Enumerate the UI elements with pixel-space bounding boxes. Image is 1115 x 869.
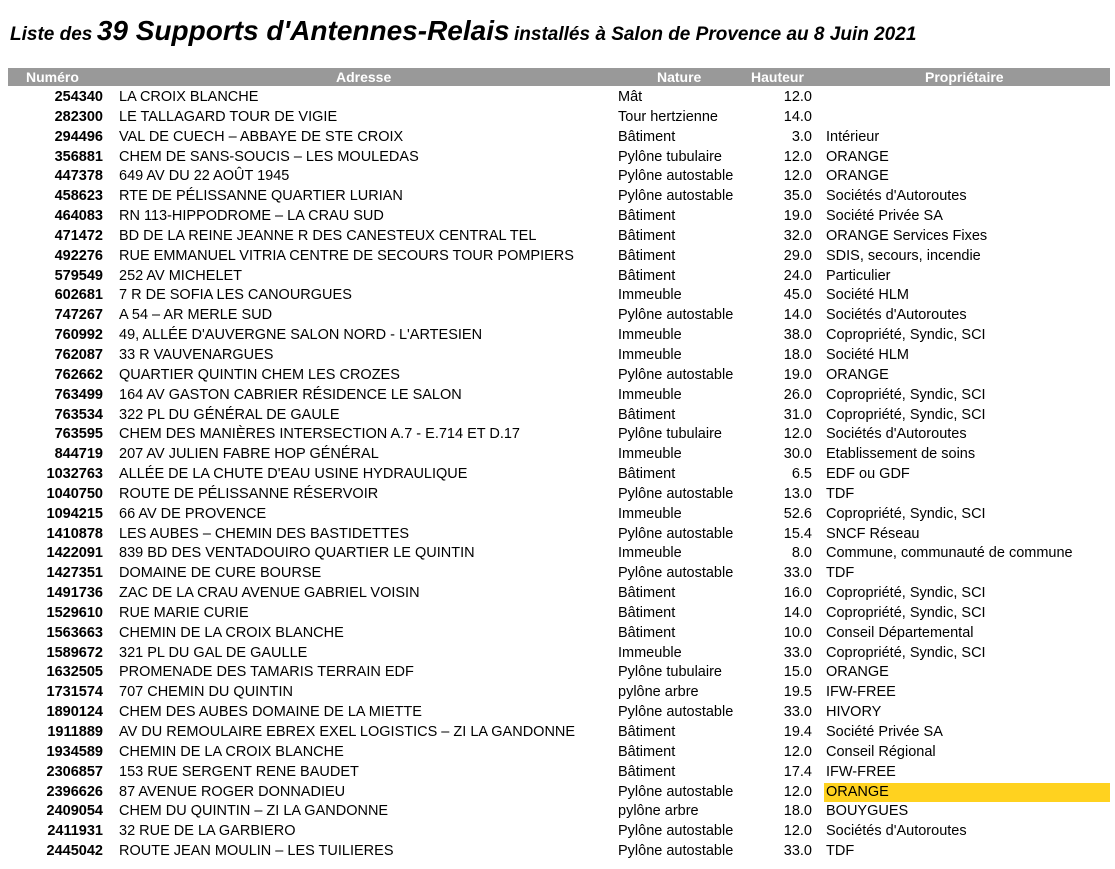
- cell-hauteur: 12.0: [783, 743, 812, 760]
- cell-adresse: 32 RUE DE LA GARBIERO: [119, 823, 296, 840]
- cell-hauteur: 14.0: [783, 307, 812, 324]
- cell-numero: 747267: [54, 307, 103, 324]
- cell-hauteur: 52.6: [783, 505, 812, 522]
- cell-numero: 602681: [54, 287, 103, 304]
- cell-hauteur: 10.0: [783, 624, 812, 641]
- cell-hauteur: 13.0: [783, 485, 812, 502]
- table-row: [0, 525, 1115, 545]
- cell-numero: 2306857: [46, 763, 103, 780]
- title-prefix: Liste des: [10, 24, 93, 45]
- cell-numero: 2409054: [46, 803, 103, 820]
- cell-hauteur: 33.0: [783, 843, 812, 860]
- table-row: [0, 207, 1115, 227]
- cell-hauteur: 30.0: [783, 446, 812, 463]
- cell-adresse: CHEM DES MANIÈRES INTERSECTION A.7 - E.714 ET D.17: [119, 426, 521, 443]
- cell-hauteur: 12.0: [783, 168, 812, 185]
- cell-proprietaire: TDF: [826, 485, 855, 502]
- cell-adresse: QUARTIER QUINTIN CHEM LES CROZES: [119, 366, 400, 383]
- cell-adresse: LES AUBES – CHEMIN DES BASTIDETTES: [119, 525, 410, 542]
- page-title: [10, 14, 916, 53]
- table-row: [0, 167, 1115, 187]
- table-row: [0, 505, 1115, 525]
- cell-proprietaire: Société Privée SA: [826, 208, 943, 225]
- cell-adresse: BD DE LA REINE JEANNE R DES CANESTEUX CENTRAL TEL: [119, 227, 537, 244]
- cell-numero: 282300: [54, 108, 103, 125]
- table-row: [0, 723, 1115, 743]
- cell-nature: Bâtiment: [618, 724, 676, 740]
- cell-proprietaire: Intérieur: [826, 128, 880, 145]
- table-row: [0, 703, 1115, 723]
- cell-nature: Bâtiment: [618, 227, 676, 244]
- cell-nature: Pylône tubulaire: [618, 148, 722, 165]
- cell-nature: Pylône autostable: [618, 783, 734, 800]
- table-row: [0, 406, 1115, 426]
- cell-nature: Bâtiment: [618, 208, 676, 225]
- cell-adresse: RN 113-HIPPODROME – LA CRAU SUD: [119, 208, 384, 225]
- cell-proprietaire: ORANGE: [826, 148, 889, 165]
- cell-numero: 1427351: [46, 565, 103, 582]
- cell-nature: Bâtiment: [618, 624, 676, 641]
- table-row: [0, 564, 1115, 584]
- cell-numero: 1632505: [46, 664, 103, 681]
- cell-nature: Bâtiment: [618, 406, 676, 423]
- cell-proprietaire: Société Privée SA: [826, 724, 943, 740]
- cell-adresse: 87 AVENUE ROGER DONNADIEU: [119, 783, 346, 800]
- cell-hauteur: 19.0: [783, 366, 812, 383]
- cell-numero: 760992: [54, 327, 103, 344]
- cell-hauteur: 18.0: [783, 803, 812, 820]
- cell-proprietaire: SDIS, secours, incendie: [826, 247, 981, 264]
- table-row: [0, 485, 1115, 505]
- column-header-proprietaire: Propriétaire: [925, 69, 1004, 85]
- cell-adresse: VAL DE CUECH – ABBAYE DE STE CROIX: [119, 128, 404, 145]
- table-header: [8, 68, 1110, 86]
- cell-adresse: 49, ALLÉE D'AUVERGNE SALON NORD - L'ARTESIEN: [119, 327, 483, 344]
- table-row: [0, 227, 1115, 247]
- cell-hauteur: 8.0: [791, 545, 812, 562]
- cell-numero: 1094215: [46, 505, 103, 522]
- cell-proprietaire: ORANGE: [826, 664, 889, 681]
- cell-proprietaire: HIVORY: [826, 704, 882, 721]
- cell-proprietaire: Copropriété, Syndic, SCI: [826, 406, 986, 423]
- table-body: [0, 88, 1115, 862]
- cell-hauteur: 33.0: [783, 644, 812, 661]
- cell-numero: 356881: [54, 148, 103, 165]
- cell-nature: Pylône autostable: [618, 188, 734, 205]
- cell-adresse: LA CROIX BLANCHE: [119, 89, 259, 105]
- cell-nature: Pylône autostable: [618, 565, 734, 582]
- cell-adresse: LE TALLAGARD TOUR DE VIGIE: [119, 108, 338, 125]
- cell-proprietaire: Etablissement de soins: [826, 446, 976, 463]
- cell-proprietaire: Société HLM: [826, 346, 910, 363]
- title-suffix: installés à Salon de Provence au 8 Juin 2021: [514, 24, 917, 45]
- cell-adresse: 153 RUE SERGENT RENE BAUDET: [119, 763, 359, 780]
- cell-nature: Immeuble: [618, 346, 682, 363]
- cell-nature: Pylône autostable: [618, 843, 734, 860]
- table-row: [0, 187, 1115, 207]
- cell-proprietaire: Copropriété, Syndic, SCI: [826, 604, 986, 621]
- cell-hauteur: 14.0: [783, 604, 812, 621]
- cell-nature: Bâtiment: [618, 743, 676, 760]
- cell-hauteur: 19.4: [783, 724, 812, 740]
- cell-nature: Immeuble: [618, 446, 682, 463]
- cell-nature: Bâtiment: [618, 604, 676, 621]
- cell-adresse: AV DU REMOULAIRE EBREX EXEL LOGISTICS – ZI LA GANDONNE: [119, 724, 576, 740]
- cell-proprietaire: ORANGE: [826, 168, 889, 185]
- cell-hauteur: 29.0: [783, 247, 812, 264]
- cell-nature: Pylône autostable: [618, 704, 734, 721]
- cell-nature: Immeuble: [618, 386, 682, 403]
- cell-proprietaire: Copropriété, Syndic, SCI: [826, 505, 986, 522]
- cell-numero: 1589672: [46, 644, 103, 661]
- cell-proprietaire: Société HLM: [826, 287, 910, 304]
- cell-nature: Pylône autostable: [618, 168, 734, 185]
- cell-adresse: ZAC DE LA CRAU AVENUE GABRIEL VOISIN: [119, 585, 420, 602]
- cell-adresse: ROUTE DE PÉLISSANNE RÉSERVOIR: [119, 485, 379, 502]
- cell-numero: 1529610: [46, 604, 103, 621]
- cell-hauteur: 19.5: [783, 684, 812, 701]
- cell-numero: 1491736: [46, 585, 103, 602]
- cell-hauteur: 15.4: [783, 525, 812, 542]
- cell-numero: 1934589: [46, 743, 103, 760]
- cell-hauteur: 18.0: [783, 346, 812, 363]
- cell-numero: 492276: [54, 247, 103, 264]
- cell-numero: 294496: [54, 128, 103, 145]
- cell-numero: 1731574: [46, 684, 103, 701]
- cell-numero: 1040750: [46, 485, 103, 502]
- cell-proprietaire: Copropriété, Syndic, SCI: [826, 386, 986, 403]
- table-row: [0, 425, 1115, 445]
- cell-hauteur: 35.0: [783, 188, 812, 205]
- table-row: [0, 763, 1115, 783]
- table-row: [0, 465, 1115, 485]
- cell-adresse: 321 PL DU GAL DE GAULLE: [119, 644, 308, 661]
- cell-hauteur: 12.0: [783, 783, 812, 800]
- cell-proprietaire: TDF: [826, 565, 855, 582]
- cell-hauteur: 16.0: [783, 585, 812, 602]
- cell-numero: 763534: [54, 406, 103, 423]
- cell-hauteur: 3.0: [791, 128, 812, 145]
- cell-proprietaire: Particulier: [826, 267, 891, 284]
- cell-numero: 2396626: [46, 783, 103, 800]
- cell-nature: Bâtiment: [618, 247, 676, 264]
- cell-adresse: ROUTE JEAN MOULIN – LES TUILIERES: [119, 843, 394, 860]
- cell-adresse: CHEMIN DE LA CROIX BLANCHE: [119, 743, 344, 760]
- cell-hauteur: 33.0: [783, 565, 812, 582]
- cell-proprietaire: EDF ou GDF: [826, 466, 910, 483]
- cell-numero: 762087: [54, 346, 103, 363]
- table-row: [0, 842, 1115, 862]
- cell-nature: Pylône autostable: [618, 485, 734, 502]
- cell-adresse: CHEM DES AUBES DOMAINE DE LA MIETTE: [119, 704, 422, 721]
- table-row: [0, 128, 1115, 148]
- cell-numero: 1890124: [46, 704, 103, 721]
- cell-hauteur: 45.0: [783, 287, 812, 304]
- cell-hauteur: 24.0: [783, 267, 812, 284]
- cell-proprietaire: Commune, communauté de commune: [826, 545, 1073, 562]
- title-main: 39 Supports d'Antennes-Relais: [96, 15, 510, 46]
- cell-proprietaire: Sociétés d'Autoroutes: [826, 188, 967, 205]
- cell-adresse: CHEMIN DE LA CROIX BLANCHE: [119, 624, 344, 641]
- cell-numero: 1911889: [47, 724, 103, 740]
- cell-numero: 471472: [54, 227, 103, 244]
- cell-proprietaire: BOUYGUES: [826, 803, 909, 820]
- table-row: [0, 783, 1115, 803]
- cell-nature: Immeuble: [618, 287, 682, 304]
- cell-hauteur: 12.0: [783, 823, 812, 840]
- table-row: [0, 247, 1115, 267]
- cell-adresse: CHEM DU QUINTIN – ZI LA GANDONNE: [119, 803, 389, 820]
- cell-nature: Tour hertzienne: [618, 108, 718, 125]
- cell-adresse: 707 CHEMIN DU QUINTIN: [119, 684, 294, 701]
- cell-nature: Mât: [618, 89, 643, 105]
- cell-numero: 1410878: [46, 525, 103, 542]
- cell-adresse: RTE DE PÉLISSANNE QUARTIER LURIAN: [119, 188, 403, 205]
- cell-numero: 254340: [54, 89, 103, 105]
- cell-proprietaire: ORANGE: [824, 783, 1110, 803]
- table-row: [0, 624, 1115, 644]
- cell-numero: 2445042: [46, 843, 103, 860]
- cell-numero: 763499: [54, 386, 103, 403]
- cell-nature: Bâtiment: [618, 128, 676, 145]
- cell-adresse: PROMENADE DES TAMARIS TERRAIN EDF: [119, 664, 414, 681]
- cell-hauteur: 26.0: [783, 386, 812, 403]
- table-row: [0, 286, 1115, 306]
- cell-adresse: 207 AV JULIEN FABRE HOP GÉNÉRAL: [119, 446, 379, 463]
- cell-hauteur: 19.0: [783, 208, 812, 225]
- cell-numero: 1032763: [46, 466, 103, 483]
- column-header-hauteur: Hauteur: [751, 69, 804, 85]
- column-header-numero: Numéro: [26, 69, 79, 85]
- cell-numero: 579549: [54, 267, 103, 284]
- cell-proprietaire: Copropriété, Syndic, SCI: [826, 327, 986, 344]
- cell-hauteur: 38.0: [783, 327, 812, 344]
- cell-proprietaire: Sociétés d'Autoroutes: [826, 426, 967, 443]
- cell-proprietaire: ORANGE: [826, 366, 889, 383]
- column-header-nature: Nature: [657, 69, 702, 85]
- cell-adresse: 252 AV MICHELET: [119, 267, 243, 284]
- table-row: [0, 743, 1115, 763]
- cell-nature: pylône arbre: [618, 684, 699, 701]
- cell-numero: 844719: [54, 446, 103, 463]
- cell-proprietaire: Copropriété, Syndic, SCI: [826, 644, 986, 661]
- cell-nature: Pylône autostable: [618, 366, 734, 383]
- cell-nature: Bâtiment: [618, 466, 676, 483]
- cell-adresse: 839 BD DES VENTADOUIRO QUARTIER LE QUINTIN: [119, 545, 475, 562]
- cell-nature: Pylône autostable: [618, 525, 734, 542]
- cell-numero: 763595: [54, 426, 103, 443]
- table-row: [0, 108, 1115, 128]
- cell-hauteur: 32.0: [783, 227, 812, 244]
- cell-numero: 762662: [54, 366, 103, 383]
- cell-proprietaire: Conseil Départemental: [826, 624, 974, 641]
- cell-proprietaire: TDF: [826, 843, 855, 860]
- table-row: [0, 644, 1115, 664]
- cell-adresse: 322 PL DU GÉNÉRAL DE GAULE: [119, 406, 340, 423]
- cell-adresse: DOMAINE DE CURE BOURSE: [119, 565, 322, 582]
- cell-nature: Immeuble: [618, 327, 682, 344]
- cell-numero: 447378: [54, 168, 103, 185]
- cell-hauteur: 6.5: [791, 466, 812, 483]
- cell-hauteur: 12.0: [783, 89, 812, 105]
- cell-adresse: CHEM DE SANS-SOUCIS – LES MOULEDAS: [119, 148, 419, 165]
- cell-proprietaire: Sociétés d'Autoroutes: [826, 823, 967, 840]
- table-row: [0, 683, 1115, 703]
- cell-hauteur: 14.0: [783, 108, 812, 125]
- cell-nature: Immeuble: [618, 545, 682, 562]
- cell-numero: 1422091: [46, 545, 103, 562]
- cell-nature: Bâtiment: [618, 763, 676, 780]
- table-row: [0, 802, 1115, 822]
- column-header-adresse: Adresse: [336, 69, 392, 85]
- cell-proprietaire: IFW-FREE: [826, 684, 896, 701]
- table-row: [0, 584, 1115, 604]
- table-row: [0, 822, 1115, 842]
- cell-hauteur: 12.0: [783, 148, 812, 165]
- cell-numero: 464083: [54, 208, 103, 225]
- cell-nature: Immeuble: [618, 505, 682, 522]
- cell-adresse: 164 AV GASTON CABRIER RÉSIDENCE LE SALON: [119, 386, 462, 403]
- table-row: [0, 88, 1115, 108]
- cell-hauteur: 33.0: [783, 704, 812, 721]
- cell-nature: Bâtiment: [618, 585, 676, 602]
- cell-adresse: A 54 – AR MERLE SUD: [119, 307, 273, 324]
- cell-adresse: RUE EMMANUEL VITRIA CENTRE DE SECOURS TOUR POMPIERS: [119, 247, 574, 264]
- cell-hauteur: 31.0: [783, 406, 812, 423]
- table-row: [0, 445, 1115, 465]
- table-row: [0, 663, 1115, 683]
- cell-proprietaire: SNCF Réseau: [826, 525, 920, 542]
- cell-numero: 2411931: [47, 823, 103, 840]
- cell-nature: Pylône tubulaire: [618, 664, 722, 681]
- cell-hauteur: 17.4: [783, 763, 812, 780]
- table-row: [0, 306, 1115, 326]
- cell-adresse: ALLÉE DE LA CHUTE D'EAU USINE HYDRAULIQUE: [119, 466, 468, 483]
- cell-adresse: RUE MARIE CURIE: [119, 604, 249, 621]
- cell-nature: Immeuble: [618, 644, 682, 661]
- cell-nature: Pylône autostable: [618, 307, 734, 324]
- cell-nature: pylône arbre: [618, 803, 699, 820]
- cell-proprietaire: Copropriété, Syndic, SCI: [826, 585, 986, 602]
- cell-proprietaire: ORANGE Services Fixes: [826, 227, 988, 244]
- cell-nature: Bâtiment: [618, 267, 676, 284]
- table-row: [0, 267, 1115, 287]
- table-row: [0, 366, 1115, 386]
- cell-proprietaire: Conseil Régional: [826, 743, 936, 760]
- cell-hauteur: 12.0: [783, 426, 812, 443]
- table-row: [0, 148, 1115, 168]
- cell-adresse: 66 AV DE PROVENCE: [119, 505, 267, 522]
- table-row: [0, 604, 1115, 624]
- cell-nature: Pylône autostable: [618, 823, 734, 840]
- cell-numero: 458623: [54, 188, 103, 205]
- table-row: [0, 386, 1115, 406]
- cell-numero: 1563663: [46, 624, 103, 641]
- cell-nature: Pylône tubulaire: [618, 426, 722, 443]
- cell-adresse: 7 R DE SOFIA LES CANOURGUES: [119, 287, 352, 304]
- table-row: [0, 346, 1115, 366]
- cell-proprietaire: Sociétés d'Autoroutes: [826, 307, 967, 324]
- table-row: [0, 326, 1115, 346]
- cell-proprietaire: IFW-FREE: [826, 763, 896, 780]
- cell-adresse: 33 R VAUVENARGUES: [119, 346, 274, 363]
- table-row: [0, 544, 1115, 564]
- cell-hauteur: 15.0: [783, 664, 812, 681]
- cell-adresse: 649 AV DU 22 AOÛT 1945: [119, 168, 290, 185]
